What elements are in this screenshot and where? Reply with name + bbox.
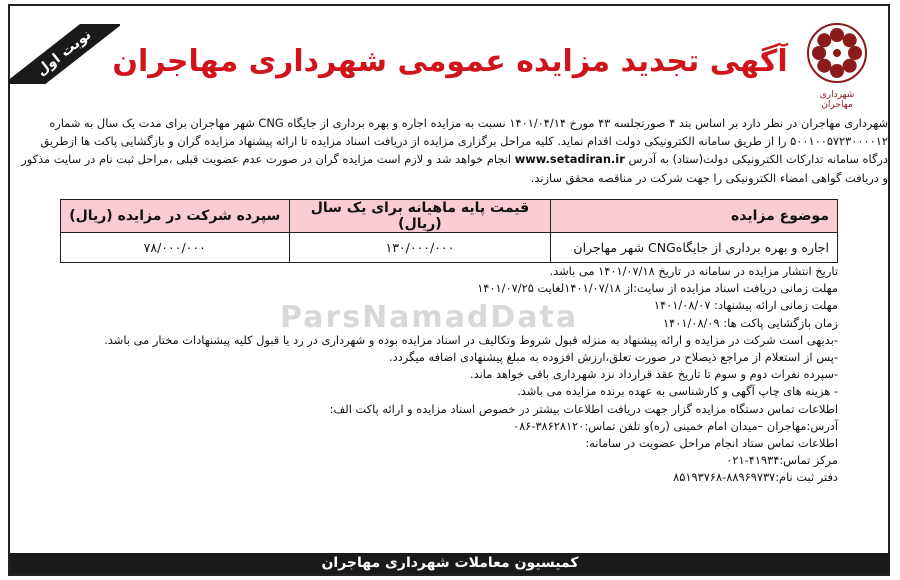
detail-line: مهلت زمانی دریافت اسناد مزایده از سایت:از ۱۴۰۱/۰۷/۱۸لغایت ۱۴۰۱/۰۷/۲۵ bbox=[477, 281, 838, 296]
flower-emblem-icon bbox=[806, 22, 868, 84]
detail-line: مرکز تماس:۴۱۹۳۴-۰۲۱ bbox=[726, 453, 838, 468]
auction-table bbox=[60, 199, 838, 263]
intro-text-2: انجام خواهد شد و لازم است مزایده گران در صورت عدم عضویت قبلی ،مراحل ثبت نام در سایت مذکور و دریافت گواهی امضاء الکترونیکی را جهت شرکت در مناقصه محقق سازند. bbox=[21, 152, 888, 185]
badge-corner bbox=[10, 24, 120, 84]
details-list bbox=[14, 263, 838, 487]
cell-base-price: ۱۳۰/۰۰۰/۰۰۰ bbox=[289, 233, 551, 263]
detail-line: -بدیهی است شرکت در مزایده و ارائه پیشنهاد به منزله قبول شروط وتکالیف در اسناد مزایده بوده و شهرداری در رد یا قبول کلیه پیشنهادات مختار می باشد. bbox=[104, 332, 838, 347]
cell-subject: اجاره و بهره برداری از جایگاهCNG شهر مهاجران bbox=[551, 233, 838, 263]
page-title: آگهی تجدید مزایده عمومی شهرداری مهاجران bbox=[112, 44, 788, 79]
detail-line: تاریخ انتشار مزایده در سامانه در تاریخ ۱۴۰۱/۰۷/۱۸ می باشد. bbox=[549, 264, 838, 278]
table-header-row bbox=[61, 200, 838, 233]
detail-line: اطلاعات تماس دستگاه مزایده گزار جهت دریافت اطلاعات بیشتر در خصوص اسناد مزایده و ارائه پاکت الف: bbox=[329, 401, 838, 416]
setad-website-link[interactable]: www.setadiran.ir bbox=[514, 152, 625, 167]
column-header-base-price: قیمت پایه ماهیانه برای یک سال (ریال) bbox=[289, 200, 551, 233]
detail-line: -سپرده نفرات دوم و سوم تا تاریخ عقد قرارداد نزد شهرداری باقی خواهد ماند. bbox=[469, 367, 838, 382]
cell-deposit: ۷۸/۰۰۰/۰۰۰ bbox=[61, 233, 290, 263]
footer-band: کمیسیون معاملات شهرداری مهاجران bbox=[10, 553, 890, 574]
detail-line: دفتر ثبت نام:۸۸۹۶۹۷۳۷-۸۵۱۹۳۷۶۸ bbox=[673, 470, 838, 485]
detail-line: -پس از استعلام از مراجع ذیصلاح در صورت تعلق،ارزش افزوده به مبلغ پیشنهادی اضافه میگردد. bbox=[388, 350, 838, 365]
column-header-deposit: سپرده شرکت در مزایده (ریال) bbox=[61, 200, 290, 233]
round-badge: نوبت اول bbox=[10, 24, 120, 84]
detail-line: مهلت زمانی ارائه پیشنهاد: ۱۴۰۱/۰۸/۰۷ bbox=[653, 298, 838, 313]
watermark-text: ParsNamadData bbox=[280, 300, 579, 335]
intro-paragraph bbox=[14, 114, 888, 187]
intro-text-1: شهرداری مهاجران در نظر دارد بر اساس بند ۴ صورتجلسه ۴۳ مورخ ۱۴۰۱/۰۴/۱۴ نسبت به مزایده اجاره و بهره برداری از جایگاه CNG شهر مهاجران برای مدت یک سال به شماره ۵۰۰۱۰۰۵۷۲۳۰۰۰۰۱۲ را از طریق سامانه الکترونیکی دولت اقدام نماید. کلیه مراحل برگزاری مزایده از دریافت اسناد مزایده تا ارائه پیشنهاد مزایده گران و بازگشایی پاکت ها ازطریق درگاه سامانه تدارکات الکترونیکی دولت(ستاد) به آدرس bbox=[40, 116, 888, 167]
column-header-subject: موضوع مزایده bbox=[551, 200, 838, 233]
table-row bbox=[61, 233, 838, 263]
detail-line: آدرس:مهاجران –میدان امام خمینی (ره)و تلفن تماس:۳۸۶۲۸۱۲۰-۰۸۶ bbox=[512, 418, 838, 433]
detail-line: زمان بازگشایی پاکت ها: ۱۴۰۱/۰۸/۰۹ bbox=[663, 315, 838, 330]
detail-line: اطلاعات تماس ستاد انجام مراحل عضویت در سامانه: bbox=[585, 436, 838, 451]
detail-line: - هزینه های چاپ آگهی و کارشناسی به عهده برنده مزایده می باشد. bbox=[517, 384, 838, 399]
municipality-logo bbox=[804, 22, 870, 110]
logo-caption: شهرداری مهاجران bbox=[819, 90, 855, 110]
